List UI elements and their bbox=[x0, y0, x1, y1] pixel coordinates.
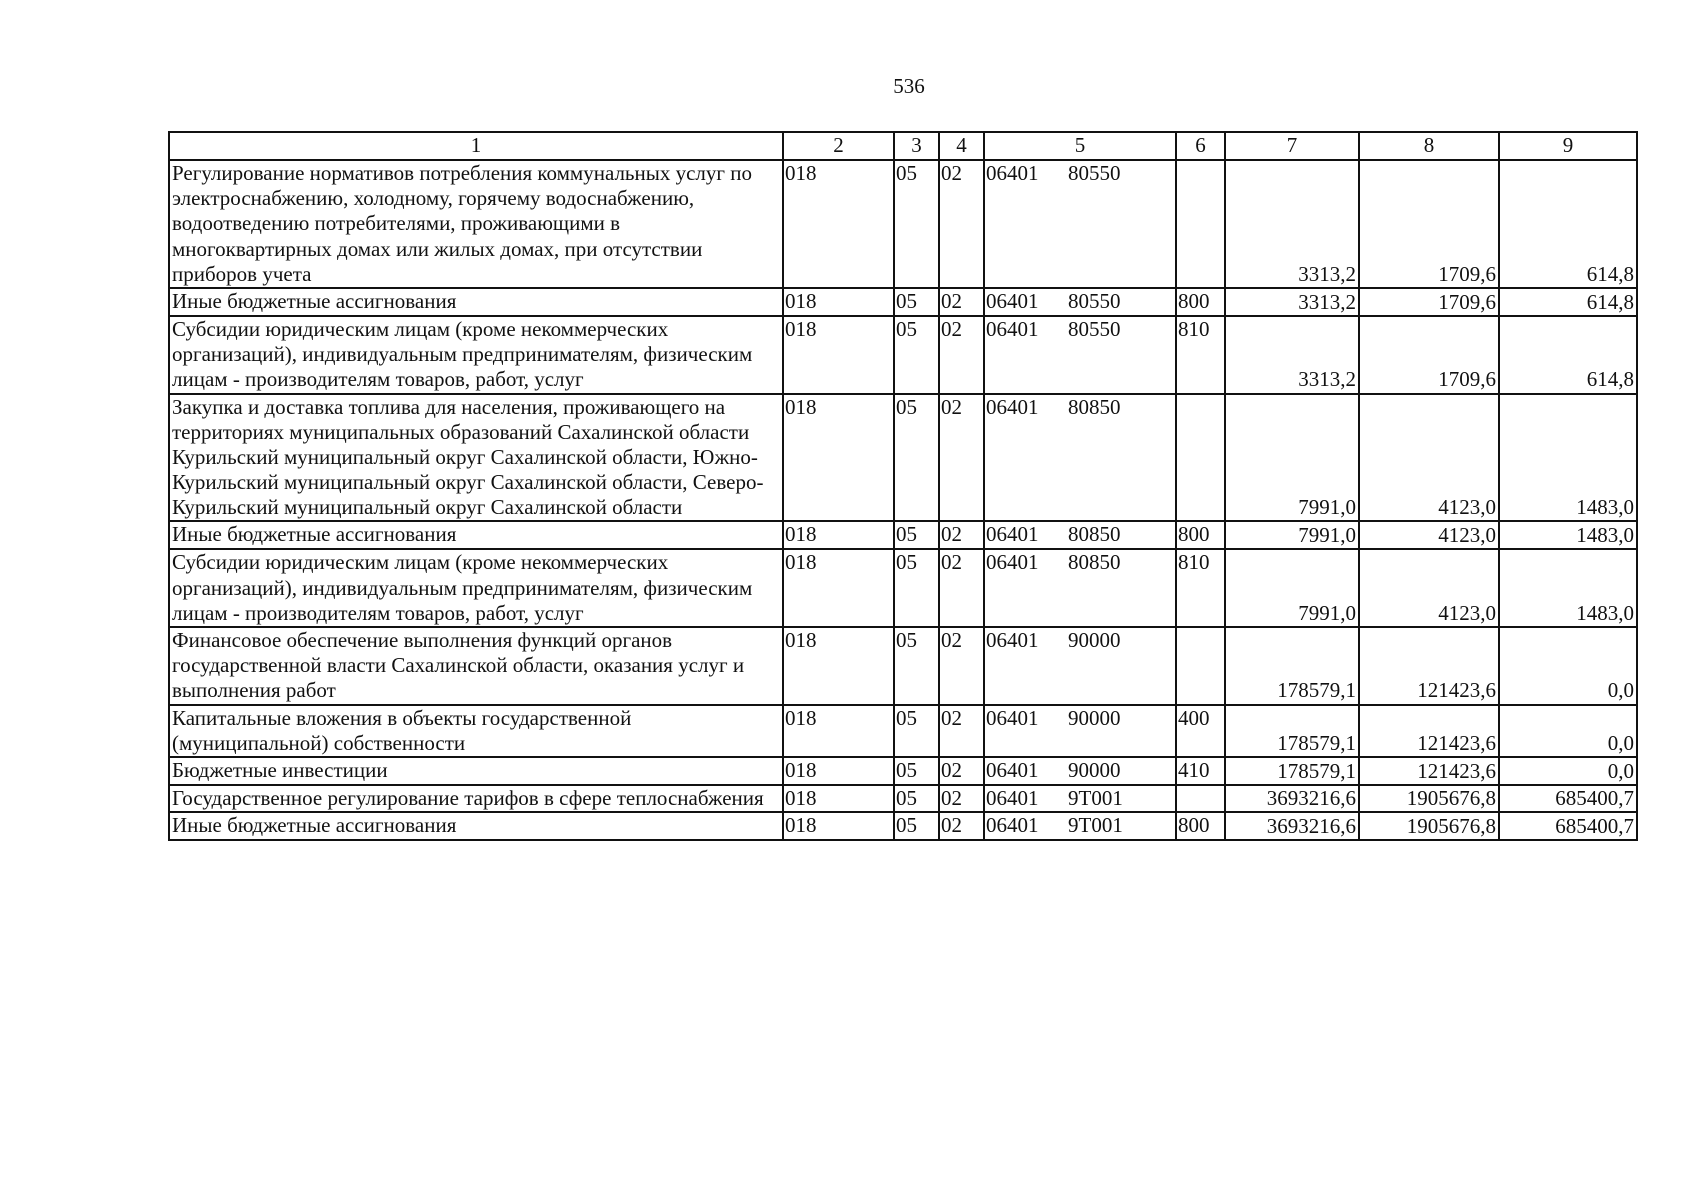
row-program-code: 06401 bbox=[986, 522, 1039, 547]
row-program-code: 06401 bbox=[986, 394, 1039, 419]
row-subsection: 02 bbox=[939, 785, 984, 812]
row-amount-8: 4123,0 bbox=[1359, 521, 1499, 549]
row-direction-code: 80850 bbox=[1068, 394, 1121, 419]
row-amount-7: 178579,1 bbox=[1225, 705, 1359, 757]
table-row bbox=[169, 160, 1637, 288]
table-row bbox=[169, 316, 1637, 394]
row-subsection: 02 bbox=[939, 160, 984, 288]
row-subsection: 02 bbox=[939, 316, 984, 394]
row-section: 05 bbox=[894, 757, 939, 785]
row-program-code: 06401 bbox=[986, 161, 1039, 185]
row-amount-9: 685400,7 bbox=[1499, 785, 1637, 812]
row-direction-code: 80850 bbox=[1068, 550, 1121, 575]
row-target-article bbox=[984, 812, 1176, 840]
row-name: Бюджетные инвестиции bbox=[169, 757, 783, 785]
row-direction-code: 80550 bbox=[1068, 161, 1121, 185]
row-target-article bbox=[984, 521, 1176, 549]
row-direction-code: 90000 bbox=[1068, 757, 1121, 782]
row-admin-code: 018 bbox=[783, 757, 894, 785]
row-amount-9: 0,0 bbox=[1499, 627, 1637, 705]
row-program-code: 06401 bbox=[986, 813, 1039, 838]
row-name: Субсидии юридическим лицам (кроме некоммерческих организаций), индивидуальным предпринимателям, физическим лицам - производителям товаров, работ, услуг bbox=[169, 316, 783, 394]
row-amount-9: 0,0 bbox=[1499, 757, 1637, 785]
row-amount-7: 3693216,6 bbox=[1225, 785, 1359, 812]
row-expense-type: 800 bbox=[1176, 812, 1225, 840]
row-direction-code: 80550 bbox=[1068, 316, 1121, 341]
row-expense-type: 800 bbox=[1176, 288, 1225, 316]
header-col-7: 7 bbox=[1225, 132, 1359, 160]
row-section: 05 bbox=[894, 812, 939, 840]
row-expense-type: 810 bbox=[1176, 316, 1225, 394]
header-col-5: 5 bbox=[984, 132, 1176, 160]
row-target-article bbox=[984, 705, 1176, 757]
row-amount-8: 121423,6 bbox=[1359, 627, 1499, 705]
row-expense-type: 800 bbox=[1176, 521, 1225, 549]
row-name: Капитальные вложения в объекты государственной (муниципальной) собственности bbox=[169, 705, 783, 757]
row-amount-8: 1905676,8 bbox=[1359, 812, 1499, 840]
row-admin-code: 018 bbox=[783, 394, 894, 522]
row-amount-8: 1905676,8 bbox=[1359, 785, 1499, 812]
row-amount-9: 614,8 bbox=[1499, 288, 1637, 316]
row-amount-8: 4123,0 bbox=[1359, 394, 1499, 522]
row-admin-code: 018 bbox=[783, 549, 894, 627]
row-amount-9: 1483,0 bbox=[1499, 549, 1637, 627]
table-row bbox=[169, 549, 1637, 627]
row-amount-8: 4123,0 bbox=[1359, 549, 1499, 627]
row-amount-9: 1483,0 bbox=[1499, 521, 1637, 549]
row-amount-8: 1709,6 bbox=[1359, 316, 1499, 394]
row-amount-7: 178579,1 bbox=[1225, 757, 1359, 785]
header-col-8: 8 bbox=[1359, 132, 1499, 160]
table-row bbox=[169, 394, 1637, 522]
row-admin-code: 018 bbox=[783, 316, 894, 394]
row-section: 05 bbox=[894, 160, 939, 288]
row-admin-code: 018 bbox=[783, 160, 894, 288]
row-expense-type bbox=[1176, 627, 1225, 705]
row-expense-type: 400 bbox=[1176, 705, 1225, 757]
row-amount-8: 1709,6 bbox=[1359, 288, 1499, 316]
row-amount-8: 121423,6 bbox=[1359, 757, 1499, 785]
row-subsection: 02 bbox=[939, 705, 984, 757]
row-program-code: 06401 bbox=[986, 757, 1039, 782]
table-row bbox=[169, 521, 1637, 549]
row-section: 05 bbox=[894, 627, 939, 705]
header-row bbox=[169, 132, 1637, 160]
header-col-3: 3 bbox=[894, 132, 939, 160]
row-name: Иные бюджетные ассигнования bbox=[169, 288, 783, 316]
row-amount-7: 7991,0 bbox=[1225, 549, 1359, 627]
row-amount-7: 7991,0 bbox=[1225, 394, 1359, 522]
table-row bbox=[169, 288, 1637, 316]
table-row bbox=[169, 812, 1637, 840]
header-col-4: 4 bbox=[939, 132, 984, 160]
table-row bbox=[169, 627, 1637, 705]
row-amount-7: 3313,2 bbox=[1225, 288, 1359, 316]
header-col-9: 9 bbox=[1499, 132, 1637, 160]
row-direction-code: 80550 bbox=[1068, 288, 1121, 313]
row-section: 05 bbox=[894, 705, 939, 757]
page-number: 536 bbox=[893, 74, 925, 98]
row-admin-code: 018 bbox=[783, 521, 894, 549]
row-expense-type: 410 bbox=[1176, 757, 1225, 785]
row-target-article bbox=[984, 160, 1176, 288]
row-program-code: 06401 bbox=[986, 785, 1039, 810]
table-row bbox=[169, 785, 1637, 812]
row-admin-code: 018 bbox=[783, 812, 894, 840]
row-admin-code: 018 bbox=[783, 705, 894, 757]
row-admin-code: 018 bbox=[783, 288, 894, 316]
row-expense-type bbox=[1176, 785, 1225, 812]
row-admin-code: 018 bbox=[783, 627, 894, 705]
row-target-article bbox=[984, 394, 1176, 522]
row-name: Финансовое обеспечение выполнения функций органов государственной власти Сахалинской области, оказания услуг и выполнения работ bbox=[169, 627, 783, 705]
row-direction-code: 9Т001 bbox=[1068, 813, 1123, 838]
row-target-article bbox=[984, 785, 1176, 812]
row-name: Закупка и доставка топлива для населения, проживающего на территориях муниципальных образований Сахалинской области Курильский муниципальный округ Сахалинской области, Южно-Курильский муниципальный округ Сахалинской области, Северо-Курильский муниципальный округ Сахалинской области bbox=[169, 394, 783, 522]
row-program-code: 06401 bbox=[986, 316, 1039, 341]
row-target-article bbox=[984, 757, 1176, 785]
table-row bbox=[169, 757, 1637, 785]
row-subsection: 02 bbox=[939, 812, 984, 840]
row-direction-code: 90000 bbox=[1068, 705, 1121, 730]
row-target-article bbox=[984, 549, 1176, 627]
row-program-code: 06401 bbox=[986, 288, 1039, 313]
row-target-article bbox=[984, 627, 1176, 705]
row-amount-9: 0,0 bbox=[1499, 705, 1637, 757]
row-section: 05 bbox=[894, 521, 939, 549]
row-amount-9: 614,8 bbox=[1499, 316, 1637, 394]
row-amount-9: 685400,7 bbox=[1499, 812, 1637, 840]
row-section: 05 bbox=[894, 316, 939, 394]
row-subsection: 02 bbox=[939, 549, 984, 627]
row-target-article bbox=[984, 288, 1176, 316]
row-direction-code: 9Т001 bbox=[1068, 785, 1123, 810]
row-name: Регулирование нормативов потребления коммунальных услуг по электроснабжению, холодному, горячему водоснабжению, водоотведению потребителями, проживающими в многоквартирных домах или жилых домах, при отсутствии приборов учета bbox=[169, 160, 783, 288]
row-expense-type: 810 bbox=[1176, 549, 1225, 627]
row-expense-type bbox=[1176, 394, 1225, 522]
row-amount-7: 3693216,6 bbox=[1225, 812, 1359, 840]
row-amount-7: 3313,2 bbox=[1225, 160, 1359, 288]
row-subsection: 02 bbox=[939, 521, 984, 549]
header-col-2: 2 bbox=[783, 132, 894, 160]
row-name: Субсидии юридическим лицам (кроме некоммерческих организаций), индивидуальным предпринимателям, физическим лицам - производителям товаров, работ, услуг bbox=[169, 549, 783, 627]
row-subsection: 02 bbox=[939, 757, 984, 785]
row-program-code: 06401 bbox=[986, 550, 1039, 575]
row-subsection: 02 bbox=[939, 288, 984, 316]
row-amount-7: 3313,2 bbox=[1225, 316, 1359, 394]
row-section: 05 bbox=[894, 288, 939, 316]
row-direction-code: 80850 bbox=[1068, 522, 1121, 547]
row-expense-type bbox=[1176, 160, 1225, 288]
row-program-code: 06401 bbox=[986, 705, 1039, 730]
table-row bbox=[169, 705, 1637, 757]
row-target-article bbox=[984, 316, 1176, 394]
row-subsection: 02 bbox=[939, 627, 984, 705]
row-direction-code: 90000 bbox=[1068, 628, 1121, 652]
header-col-6: 6 bbox=[1176, 132, 1225, 160]
row-amount-9: 1483,0 bbox=[1499, 394, 1637, 522]
row-amount-7: 7991,0 bbox=[1225, 521, 1359, 549]
row-amount-8: 1709,6 bbox=[1359, 160, 1499, 288]
row-admin-code: 018 bbox=[783, 785, 894, 812]
row-section: 05 bbox=[894, 394, 939, 522]
row-name: Иные бюджетные ассигнования bbox=[169, 521, 783, 549]
budget-table bbox=[168, 131, 1638, 841]
row-amount-9: 614,8 bbox=[1499, 160, 1637, 288]
row-subsection: 02 bbox=[939, 394, 984, 522]
header-col-1: 1 bbox=[169, 132, 783, 160]
row-amount-8: 121423,6 bbox=[1359, 705, 1499, 757]
row-section: 05 bbox=[894, 549, 939, 627]
row-name: Государственное регулирование тарифов в сфере теплоснабжения bbox=[169, 785, 783, 812]
row-amount-7: 178579,1 bbox=[1225, 627, 1359, 705]
row-program-code: 06401 bbox=[986, 628, 1039, 652]
row-name: Иные бюджетные ассигнования bbox=[169, 812, 783, 840]
row-section: 05 bbox=[894, 785, 939, 812]
